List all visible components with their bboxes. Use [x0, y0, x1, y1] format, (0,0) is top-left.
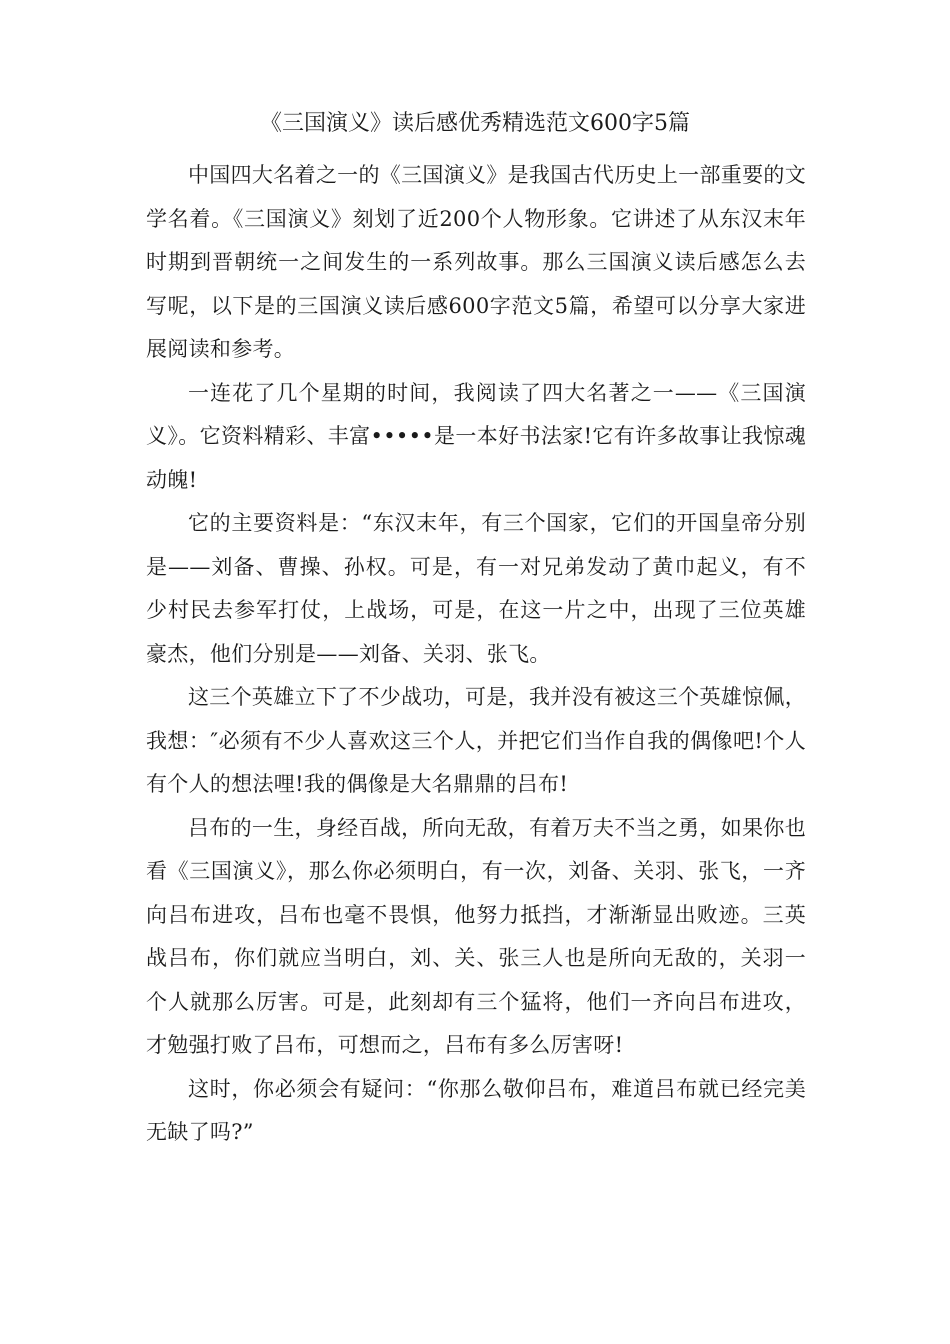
- document-body: [146, 154, 806, 1155]
- document-title: 《三国演义》读后感优秀精选范文600字5篇: [260, 111, 690, 136]
- paragraph-question: 这时，你必须会有疑问：“你那么敬仰吕布，难道吕布就已经完美无缺了吗?”: [146, 1076, 806, 1144]
- paragraph-intro: 中国四大名着之一的《三国演义》是我国古代历史上一部重要的文学名着。《三国演义》刻划了近200个人物形象。它讲述了从东汉末年时期到晋朝统一之间发生的一系列故事。那么三国演义读后感怎么去写呢，以下是的三国演义读后感600字范文5篇，希望可以分享大家进展阅读和参考。: [146, 163, 806, 361]
- paragraph-reading: 一连花了几个星期的时间，我阅读了四大名著之一——《三国演义》。它资料精彩、丰富•••••是一本好书法家!它有许多故事让我惊魂动魄!: [146, 380, 806, 492]
- paragraph-heroes: 这三个英雄立下了不少战功，可是，我并没有被这三个英雄惊佩，我想：″必须有不少人喜欢这三个人，并把它们当作自我的偶像吧!个人有个人的想法哩!我的偶像是大名鼎鼎的吕布!: [146, 685, 806, 796]
- paragraph-summary: 它的主要资料是：“东汉末年，有三个国家，它们的开国皇帝分别是——刘备、曹操、孙权。可是，有一对兄弟发动了黄巾起义，有不少村民去参军打仗，上战场，可是，在这一片之中，出现了三位英雄豪杰，他们分别是——刘备、关羽、张飞。: [146, 511, 806, 666]
- paragraph-lubu: 吕布的一生，身经百战，所向无敌，有着万夫不当之勇，如果你也看《三国演义》，那么你必须明白，有一次，刘备、关羽、张飞，一齐向吕布进攻，吕布也毫不畏惧，他努力抵挡，才渐渐显出败迹。三英战吕布，你们就应当明白，刘、关、张三人也是所向无敌的，关羽一个人就那么厉害。可是，此刻却有三个猛将，他们一齐向吕布进攻，才勉强打败了吕布，可想而之，吕布有多么厉害呀!: [146, 815, 806, 1057]
